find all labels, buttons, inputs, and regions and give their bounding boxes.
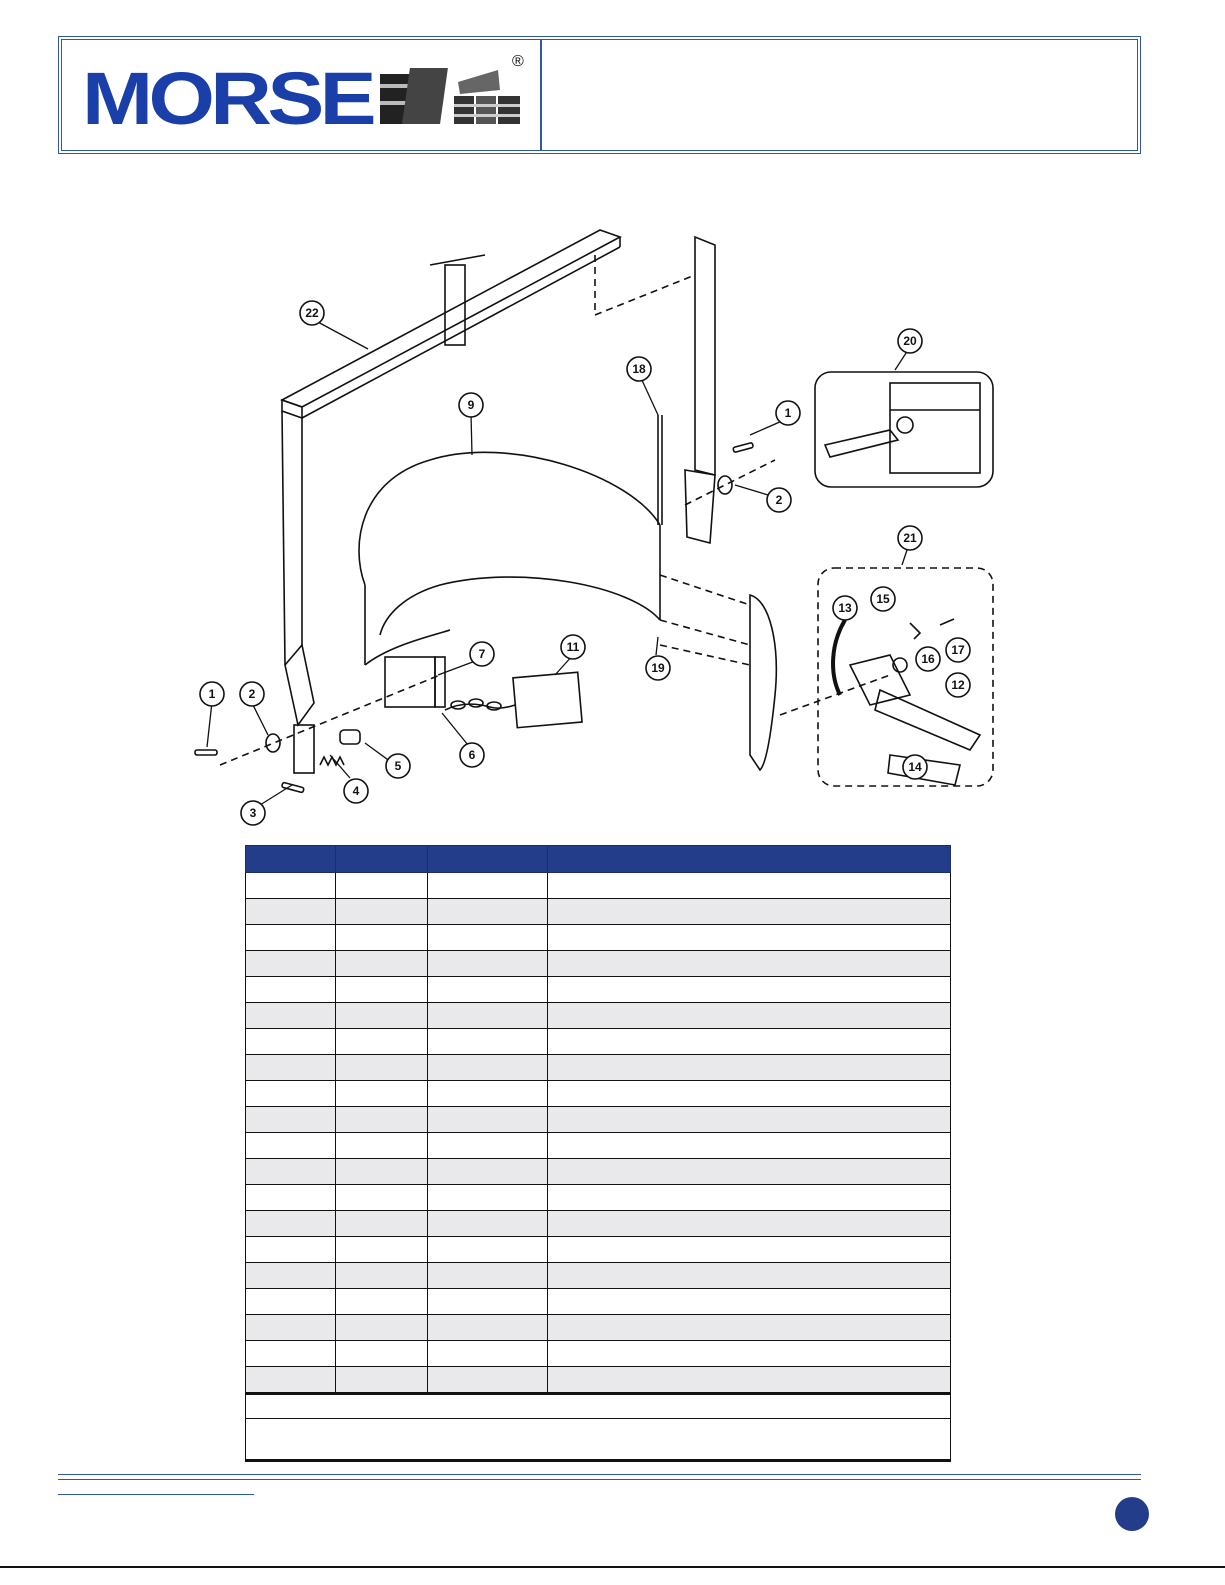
callout-14 (903, 755, 927, 779)
svg-text:19: 19 (651, 661, 665, 675)
page-number-icon (1115, 1497, 1149, 1531)
svg-text:13: 13 (838, 601, 852, 615)
table-row (246, 1081, 951, 1107)
header-cell-4 (548, 846, 951, 873)
drum-band-part (359, 452, 660, 707)
svg-text:16: 16 (921, 652, 935, 666)
table-row (246, 1237, 951, 1263)
svg-text:11: 11 (566, 640, 580, 654)
latch-bracket-part (660, 575, 776, 770)
table-header-row (246, 846, 951, 873)
table-row (246, 1315, 951, 1341)
svg-text:2: 2 (248, 687, 256, 701)
table-row (246, 1029, 951, 1055)
inset-20-box (815, 372, 993, 487)
pin-part (195, 750, 217, 755)
table-row (246, 873, 951, 899)
table-row (246, 1133, 951, 1159)
callout-12 (946, 673, 970, 697)
table-note-row (246, 1419, 951, 1461)
table-row (246, 1055, 951, 1081)
registered-mark: ® (512, 53, 524, 70)
svg-text:1: 1 (784, 406, 792, 420)
page-header (58, 36, 1141, 154)
table-row (246, 951, 951, 977)
callout-9 (459, 393, 483, 417)
page-bottom-border (0, 1566, 1225, 1568)
header-title-area (552, 50, 1127, 140)
table-row (246, 1003, 951, 1029)
svg-text:17: 17 (951, 643, 965, 657)
callout-22 (300, 301, 324, 325)
svg-text:15: 15 (876, 592, 890, 606)
drum-logo-icon (380, 68, 520, 124)
footer-link-underline[interactable] (58, 1494, 254, 1495)
morse-logo (80, 46, 530, 146)
callout-21 (898, 526, 922, 550)
table-row (246, 1159, 951, 1185)
chain-latch-part (445, 672, 582, 727)
callout-4 (344, 779, 368, 803)
table-note-row (246, 1394, 951, 1419)
callout-11 (561, 635, 585, 659)
header-cell-2 (336, 846, 428, 873)
header-divider (540, 40, 542, 150)
logo-wordmark: MORSE (82, 57, 374, 140)
svg-text:20: 20 (903, 334, 917, 348)
parts-list-table (245, 845, 951, 1462)
table-row (246, 1185, 951, 1211)
callout-15 (871, 587, 895, 611)
svg-text:18: 18 (632, 362, 646, 376)
svg-text:7: 7 (478, 647, 486, 661)
callout-7 (470, 642, 494, 666)
table-row (246, 1289, 951, 1315)
header-cell-3 (428, 846, 548, 873)
table-row (246, 1211, 951, 1237)
washer-part (266, 734, 280, 752)
callout-19 (646, 656, 670, 680)
table-row (246, 977, 951, 1003)
callout-16 (916, 647, 940, 671)
svg-text:4: 4 (352, 784, 360, 798)
callout-13 (833, 596, 857, 620)
exploded-parts-diagram (190, 225, 1010, 835)
table-row (246, 1263, 951, 1289)
svg-text:1: 1 (208, 687, 216, 701)
svg-text:14: 14 (908, 760, 922, 774)
svg-text:12: 12 (951, 678, 965, 692)
frame-part (282, 230, 715, 773)
svg-text:9: 9 (467, 398, 475, 412)
table-row (246, 925, 951, 951)
callout-20 (898, 329, 922, 353)
callout-17 (946, 638, 970, 662)
table-row (246, 1367, 951, 1394)
svg-text:22: 22 (305, 306, 319, 320)
callout-6 (460, 743, 484, 767)
svg-text:5: 5 (394, 759, 402, 773)
callout-1-right (776, 401, 800, 425)
callout-5 (386, 754, 410, 778)
svg-text:2: 2 (775, 493, 783, 507)
svg-text:6: 6 (468, 748, 476, 762)
callout-1-left (200, 682, 224, 706)
callout-3 (241, 801, 265, 825)
svg-text:21: 21 (903, 531, 917, 545)
header-cell-1 (246, 846, 336, 873)
callout-2-right (767, 488, 791, 512)
callout-2-left (240, 682, 264, 706)
table-row (246, 899, 951, 925)
table-row (246, 1341, 951, 1367)
callout-18 (627, 357, 651, 381)
table-row (246, 1107, 951, 1133)
footer-rule (58, 1474, 1141, 1480)
svg-text:3: 3 (249, 806, 257, 820)
callout-labels (200, 301, 970, 825)
